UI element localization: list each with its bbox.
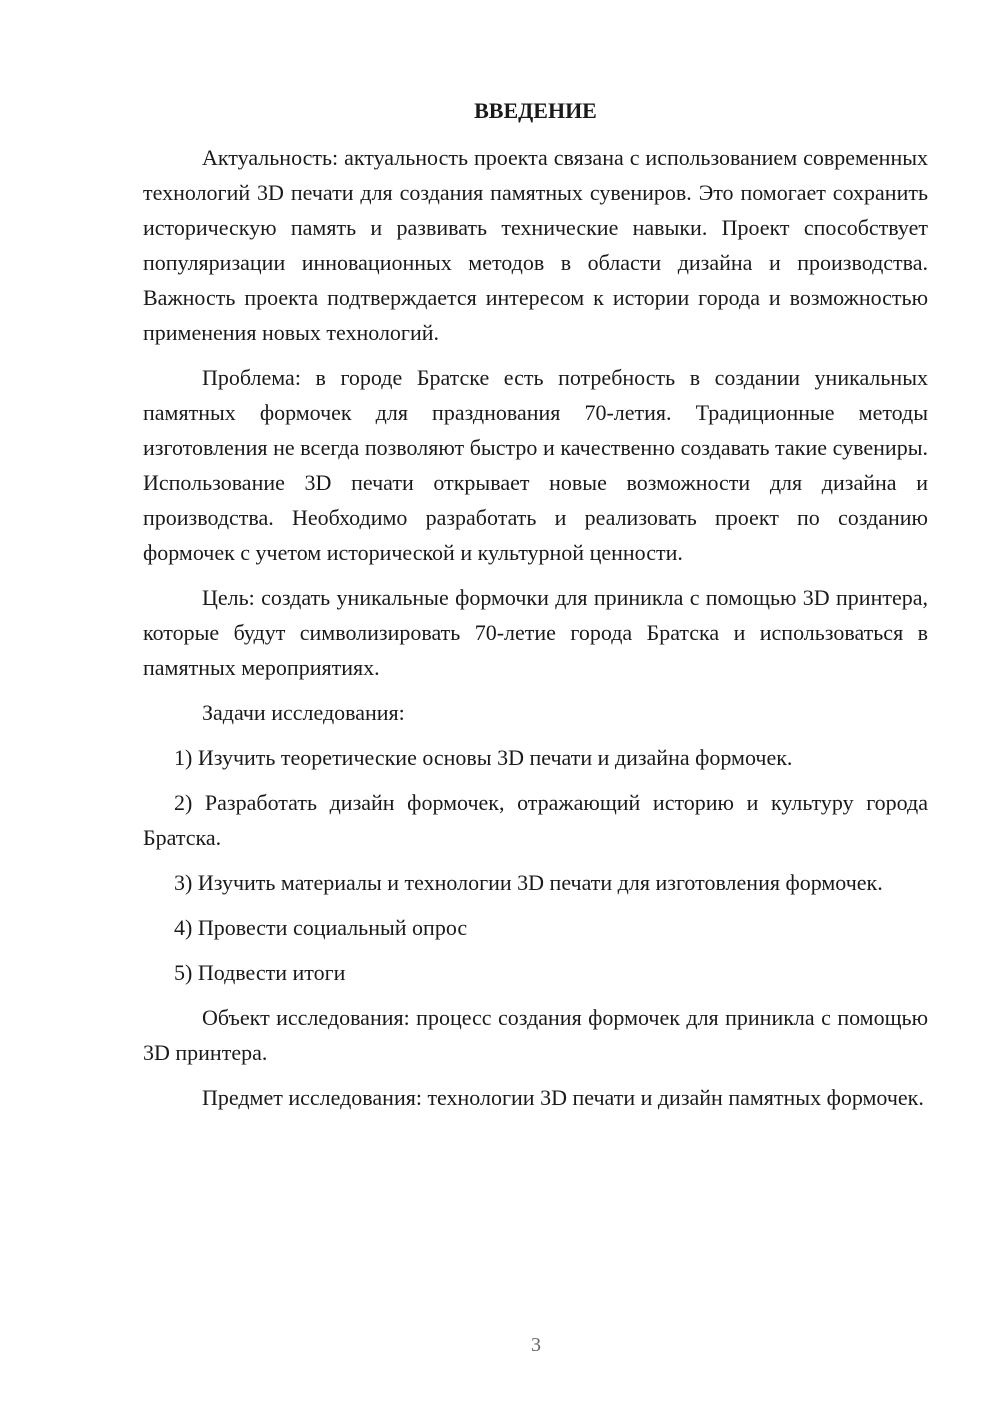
paragraph-relevance: Актуальность: актуальность проекта связана с использованием современных технологий 3D печати для создания памятных сувениров. Это помогает сохранить историческую память и развивать технические навыки. Проект способствует популяризации инновационных методов в области дизайна и производства. Важность проекта подтверждается интересом к истории города и возможностью применения новых технологий. [143,145,928,345]
task-item-3: 3) Изучить материалы и технологии 3D печати для изготовления формочек. [174,870,883,895]
page-number: 3 [531,1334,541,1356]
section-heading: ВВЕДЕНИЕ [474,98,597,123]
task-item-4: 4) Провести социальный опрос [174,915,468,940]
paragraph-object: Объект исследования: процесс создания формочек для приникла с помощью 3D принтера. [143,1005,928,1065]
task-item-2: 2) Разработать дизайн формочек, отражающий историю и культуру города Братска. [143,790,928,850]
paragraph-subject: Предмет исследования: технологии 3D печати и дизайн памятных формочек. [202,1085,924,1110]
paragraph-problem: Проблема: в городе Братске есть потребность в создании уникальных памятных формочек для празднования 70-летия. Традиционные методы изготовления не всегда позволяют быстро и качественно создавать такие сувениры. Использование 3D печати открывает новые возможности для дизайна и производства. Необходимо разработать и реализовать проект по созданию формочек с учетом исторической и культурной ценности. [143,365,928,565]
task-item-1: 1) Изучить теоретические основы 3D печати и дизайна формочек. [174,745,793,770]
paragraph-goal: Цель: создать уникальные формочки для приникла с помощью 3D принтера, которые будут символизировать 70-летие города Братска и использоваться в памятных мероприятиях. [143,585,928,680]
page-content [143,96,928,1125]
tasks-title: Задачи исследования: [202,700,405,725]
task-item-5: 5) Подвести итоги [174,960,346,985]
